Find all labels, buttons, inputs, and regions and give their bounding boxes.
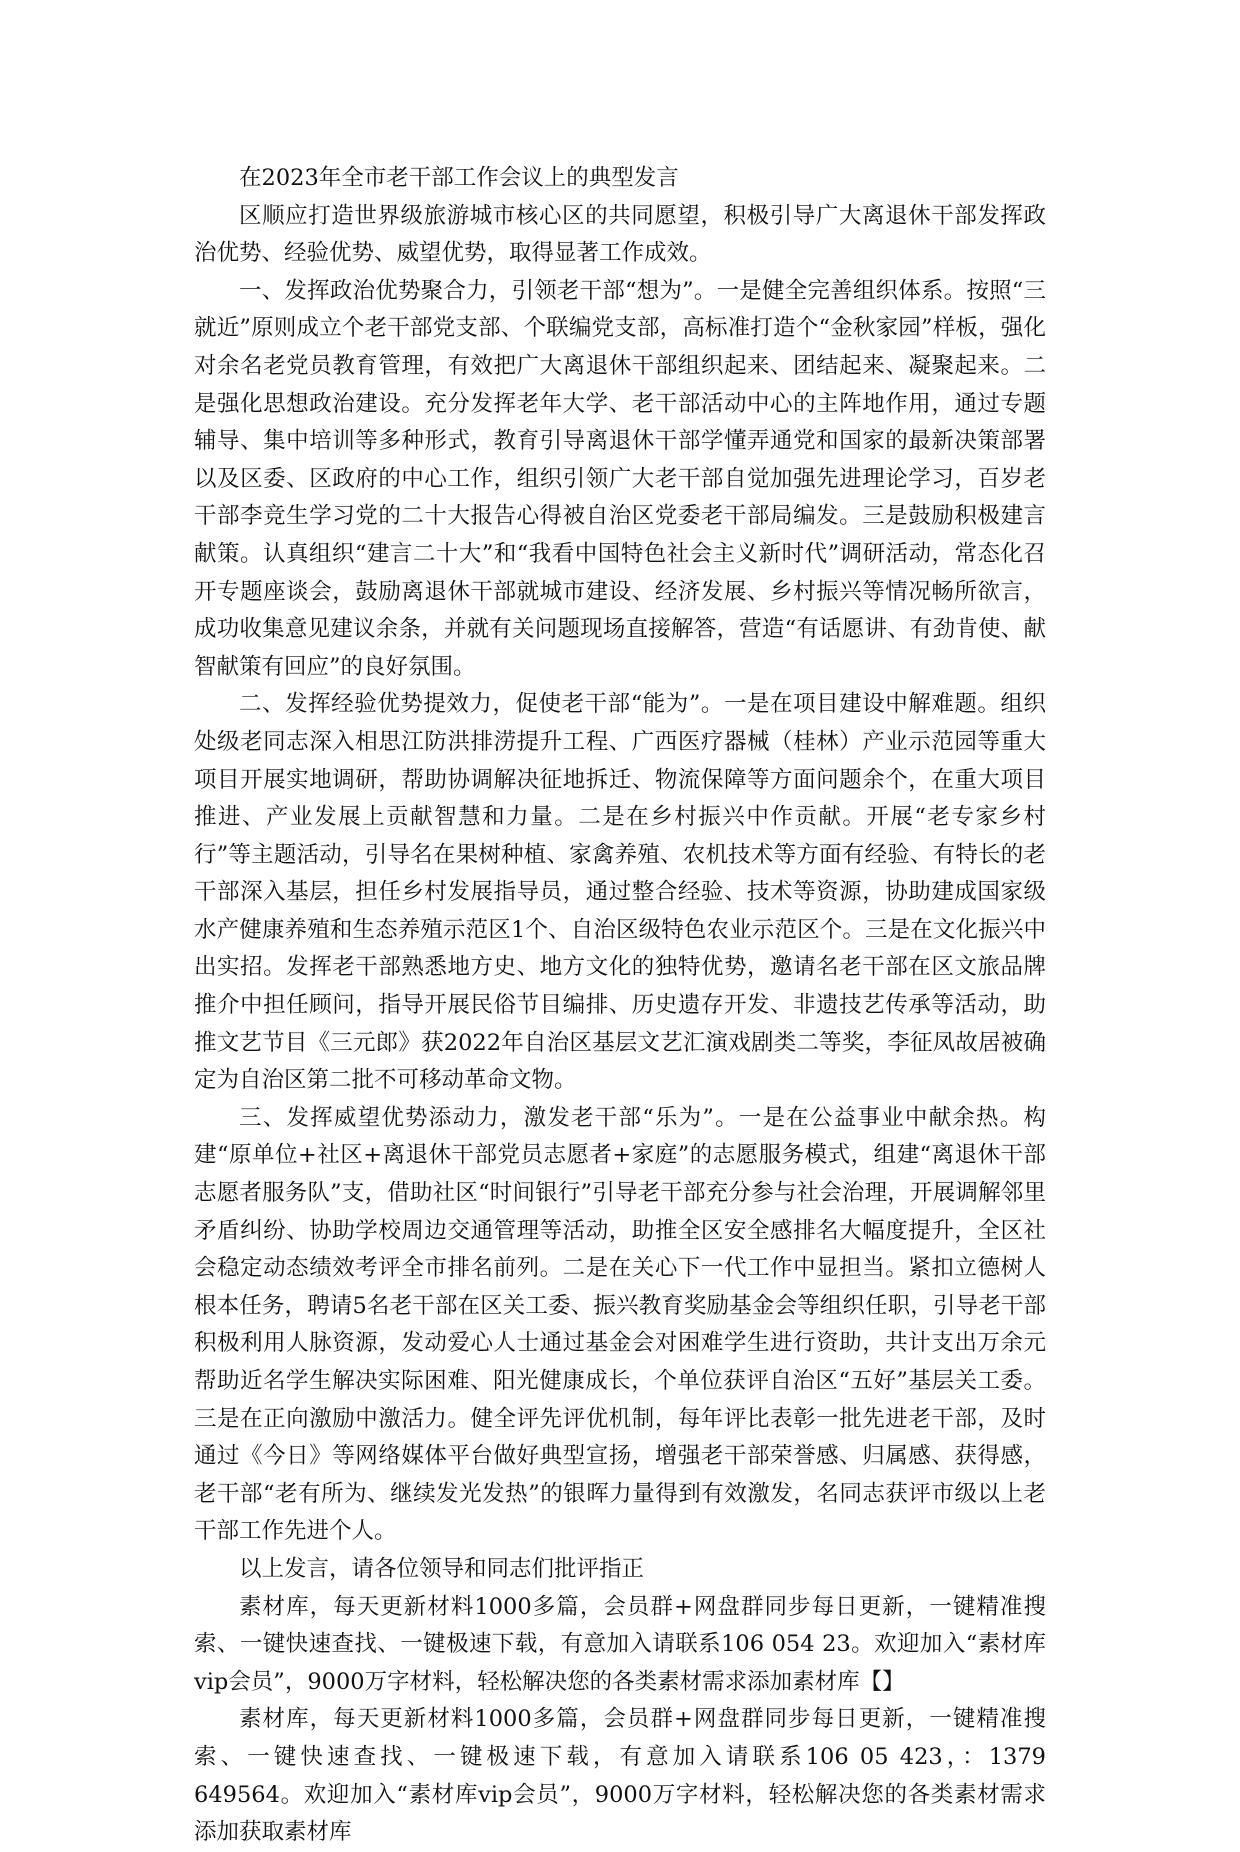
paragraph-section-1: 一、发挥政治优势聚合力，引领老干部“想为”。一是健全完善组织体系。按照“三就近”原则成立个老干部党支部、个联编党支部，高标准打造个“金秋家园”样板，强化对余名老党员教育管理，有效把广大离退休干部组织起来、团结起来、凝聚起来。二是强化思想政治建设。充分发挥老年大学、老干部活动中心的主阵地作用，通过专题辅导、集中培训等多种形式，教育引导离退休干部学懂弄通党和国家的最新决策部署以及区委、区政府的中心工作，组织引领广大老干部自觉加强先进理论学习，百岁老干部李竞生学习党的二十大报告心得被自治区党委老干部局编发。三是鼓励积极建言献策。认真组织“建言二十大”和“我看中国特色社会主义新时代”调研活动，常态化召开专题座谈会，鼓励离退休干部就城市建设、经济发展、乡村振兴等情况畅所欲言，成功收集意见建议余条，并就有关问题现场直接解答，营造“有话愿讲、有劲肯使、献智献策有回应”的良好氛围。	[194, 277, 1046, 680]
paragraph-section-3: 三、发挥威望优势添动力，激发老干部“乐为”。一是在公益事业中献余热。构建“原单位+社区+离退休干部党员志愿者+家庭”的志愿服务模式，组建“离退休干部志愿者服务队”支，借助社区“时间银行”引导老干部充分参与社会治理，开展调解邻里矛盾纠纷、协助学校周边交通管理等活动，助推全区安全感排名大幅度提升，全区社会稳定动态绩效考评全市排名前列。二是在关心下一代工作中显担当。紧扣立德树人根本任务，聘请5名老干部在区关工委、振兴教育奖励基金会等组织任职，引导老干部积极利用人脉资源，发动爱心人士通过基金会对困难学生进行资助，共计支出万余元帮助近名学生解决实际困难、阳光健康成长，个单位获评自治区“五好”基层关工委。三是在正向激励中激活力。健全评先评优机制，每年评比表彰一批先进老干部，及时通过《今日》等网络媒体平台做好典型宣扬，增强老干部荣誉感、归属感、获得感，老干部“老有所为、继续发光发热”的银晖力量得到有效激发，名同志获评市级以上老干部工作先进个人。	[194, 1104, 1046, 1545]
document-body	[194, 160, 1046, 1852]
paragraph-ad-1: 素材库，每天更新材料1000多篇，会员群+网盘群同步每日更新，一键精准搜索、一键快速查找、一键极速下载，有意加入请联系106 054 23。欢迎加入“素材库vip会员”，9000万字材料，轻松解决您的各类素材需求添加素材库【】	[194, 1593, 1046, 1695]
paragraph-intro: 区顺应打造世界级旅游城市核心区的共同愿望，积极引导广大离退休干部发挥政治优势、经验优势、威望优势，取得显著工作成效。	[194, 202, 1046, 267]
paragraph-ad-2: 素材库，每天更新材料1000多篇，会员群+网盘群同步每日更新，一键精准搜索、一键快速查找、一键极速下载，有意加入请联系106 05 423，：1379 649564。欢迎加入“素材库vip会员”，9000万字材料，轻松解决您的各类素材需求添加获取素材库	[194, 1706, 1046, 1846]
document-title: 在2023年全市老干部工作会议上的典型发言	[239, 165, 679, 191]
paragraph-closing: 以上发言，请各位领导和同志们批评指正	[239, 1555, 645, 1582]
paragraph-section-2: 二、发挥经验优势提效力，促使老干部“能为”。一是在项目建设中解难题。组织处级老同志深入相思江防洪排涝提升工程、广西医疗器械（桂林）产业示范园等重大项目开展实地调研，帮助协调解决征地拆迁、物流保障等方面问题余个，在重大项目推进、产业发展上贡献智慧和力量。二是在乡村振兴中作贡献。开展“老专家乡村行”等主题活动，引导名在果树种植、家禽养殖、农机技术等方面有经验、有特长的老干部深入基层，担任乡村发展指导员，通过整合经验、技术等资源，协助建成国家级水产健康养殖和生态养殖示范区1个、自治区级特色农业示范区个。三是在文化振兴中出实招。发挥老干部熟悉地方史、地方文化的独特优势，邀请名老干部在区文旅品牌推介中担任顾问，指导开展民俗节目编排、历史遗存开发、非遗技艺传承等活动，助推文艺节目《三元郎》获2022年自治区基层文艺汇演戏剧类二等奖，李征凤故居被确定为自治区第二批不可移动革命文物。	[194, 691, 1046, 1094]
